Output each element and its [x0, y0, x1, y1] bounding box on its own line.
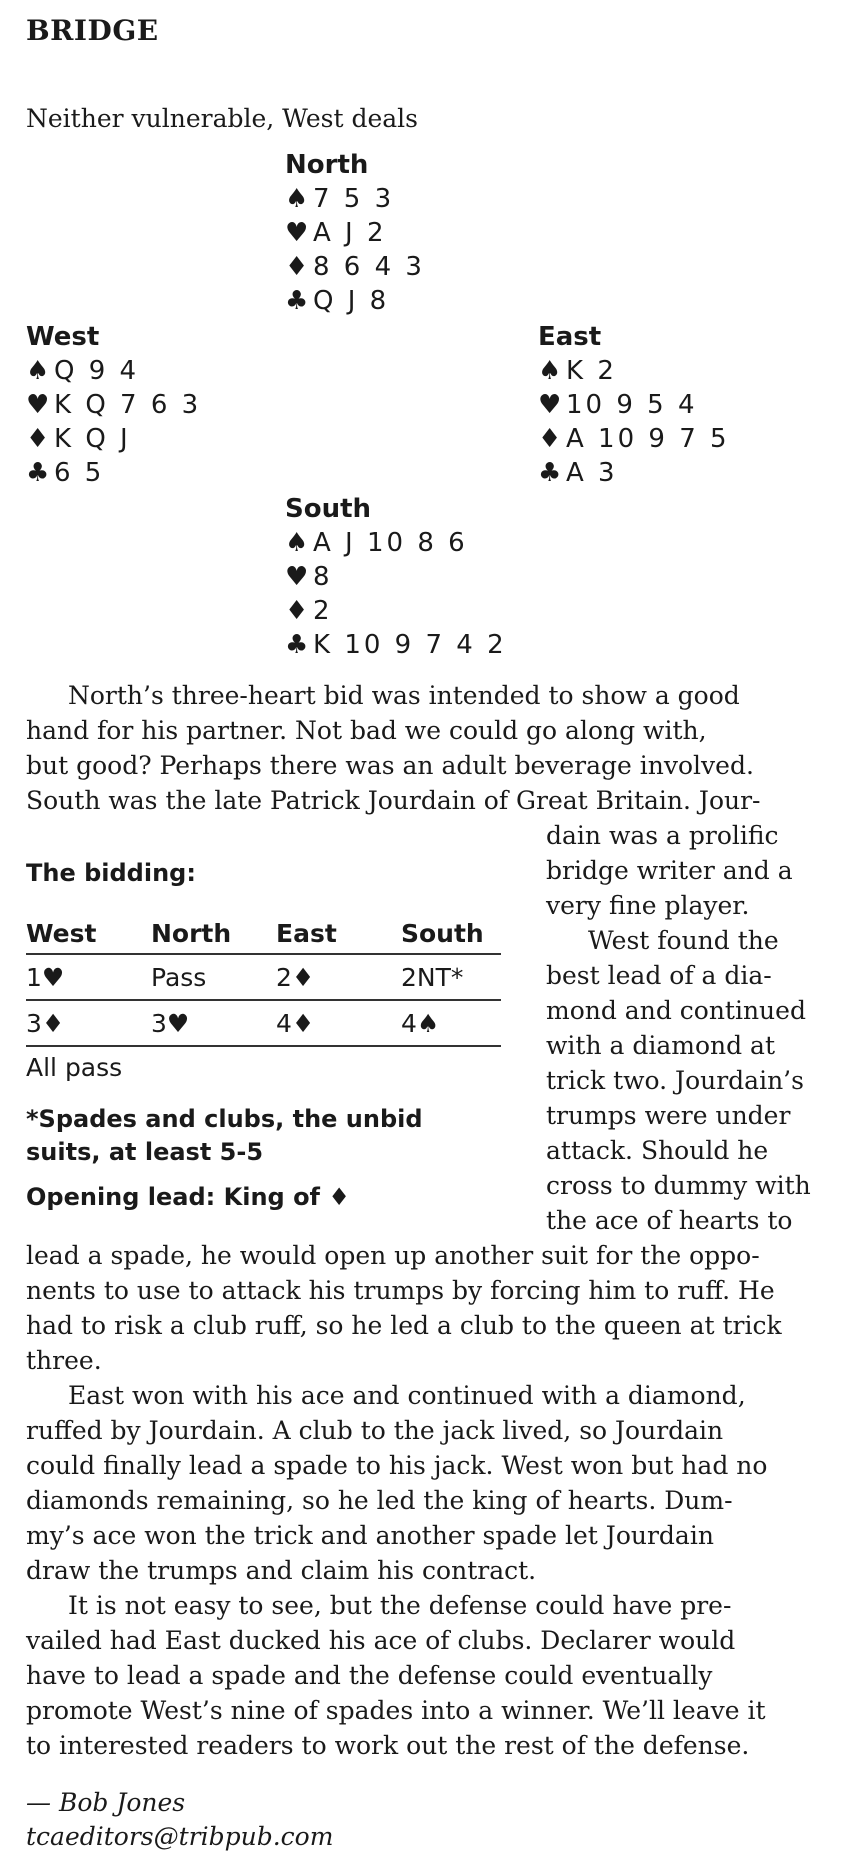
- bidding-note: *Spades and clubs, the unbid suits, at least 5-5: [26, 1105, 423, 1166]
- card-list: 10 9 5 4: [566, 390, 698, 420]
- article-paragraph-3: [26, 1378, 856, 1588]
- text-line: East won with his ace and continued with a diamond,: [68, 1381, 746, 1410]
- text-line: dain was a prolific: [546, 821, 779, 850]
- article-paragraph-1: [26, 678, 846, 818]
- hand-name: North: [285, 150, 369, 180]
- card-list: 7 5 3: [313, 184, 395, 214]
- card-list: Q 9 4: [54, 356, 140, 386]
- diamond-icon: ♦: [26, 424, 50, 454]
- hand-name: East: [538, 322, 602, 352]
- page-title: BRIDGE: [26, 14, 159, 47]
- text-line: to interested readers to work out the rest of the defense.: [26, 1731, 750, 1760]
- text-line: West found the: [588, 926, 779, 955]
- text-line: had to risk a club ruff, so he led a club to the queen at trick: [26, 1311, 782, 1340]
- column-header: North: [151, 913, 276, 954]
- text-line: trick two. Jourdain’s: [546, 1066, 804, 1095]
- text-line: trumps were under: [546, 1101, 791, 1130]
- text-line: lead a spade, he would open up another suit for the oppo-: [26, 1241, 760, 1270]
- text-line: hand for his partner. Not bad we could go along with,: [26, 716, 707, 745]
- hand-clubs: [285, 284, 425, 318]
- spade-icon: ♠: [285, 184, 309, 214]
- text-line: draw the trumps and claim his contract.: [26, 1556, 537, 1585]
- text-line: attack. Should he: [546, 1136, 769, 1165]
- article-column: [546, 818, 846, 1238]
- hand-name: West: [26, 322, 100, 352]
- hand-spades: [26, 354, 201, 388]
- bid-cell: 3♥: [151, 1000, 276, 1046]
- hand-hearts: [285, 560, 507, 594]
- bidding-row: [26, 1000, 501, 1046]
- text-line: vailed had East ducked his ace of clubs. Declarer would: [26, 1626, 736, 1655]
- text-line: mond and continued: [546, 996, 806, 1025]
- hand-north: [285, 148, 425, 318]
- diamond-icon: ♦: [285, 252, 309, 282]
- article-paragraph-4: [26, 1588, 856, 1763]
- text-line: cross to dummy with: [546, 1171, 811, 1200]
- card-list: K Q 7 6 3: [54, 390, 202, 420]
- text-line: my’s ace won the trick and another spade let Jourdain: [26, 1521, 714, 1550]
- bidding-table: [26, 913, 501, 1047]
- hand-diamonds: [538, 422, 730, 456]
- club-icon: ♣: [285, 630, 309, 660]
- author-byline: — Bob Jones: [26, 1788, 186, 1817]
- card-list: 8: [313, 562, 333, 592]
- card-list: A J 2: [313, 218, 387, 248]
- hand-clubs: [538, 456, 730, 490]
- hand-hearts: [285, 216, 425, 250]
- hand-spades: [285, 182, 425, 216]
- text-line: very fine player.: [546, 891, 750, 920]
- bid-cell: 2NT*: [401, 954, 501, 1000]
- text-line: the ace of hearts to: [546, 1206, 793, 1235]
- hand-name: South: [285, 494, 372, 524]
- spade-icon: ♠: [26, 356, 50, 386]
- card-list: 6 5: [54, 458, 105, 488]
- spade-icon: ♠: [538, 356, 562, 386]
- card-list: A 3: [566, 458, 618, 488]
- opening-lead: Opening lead: King of ♦: [26, 1183, 350, 1211]
- diamond-icon: ♦: [285, 596, 309, 626]
- text-line: but good? Perhaps there was an adult beverage involved.: [26, 751, 754, 780]
- hand-hearts: [538, 388, 730, 422]
- bid-cell: 4♦: [276, 1000, 401, 1046]
- club-icon: ♣: [285, 286, 309, 316]
- text-line: nents to use to attack his trumps by forcing him to ruff. He: [26, 1276, 775, 1305]
- hand-south: [285, 492, 507, 662]
- bidding-header-row: [26, 913, 501, 954]
- card-list: 2: [313, 596, 333, 626]
- hand-diamonds: [26, 422, 201, 456]
- card-list: K 2: [566, 356, 617, 386]
- author-email[interactable]: tcaeditors@tribpub.com: [26, 1822, 334, 1851]
- article-paragraph-2: [26, 1238, 856, 1378]
- card-list: 8 6 4 3: [313, 252, 425, 282]
- heart-icon: ♥: [26, 390, 50, 420]
- text-line: promote West’s nine of spades into a winner. We’ll leave it: [26, 1696, 766, 1725]
- card-list: K Q J: [54, 424, 131, 454]
- hand-spades: [285, 526, 507, 560]
- heart-icon: ♥: [285, 218, 309, 248]
- text-line: It is not easy to see, but the defense could have pre-: [68, 1591, 732, 1620]
- column-header: East: [276, 913, 401, 954]
- text-line: diamonds remaining, so he led the king of hearts. Dum-: [26, 1486, 733, 1515]
- bid-cell: Pass: [151, 954, 276, 1000]
- club-icon: ♣: [26, 458, 50, 488]
- card-list: A 10 9 7 5: [566, 424, 730, 454]
- text-line: ruffed by Jourdain. A club to the jack lived, so Jourdain: [26, 1416, 724, 1445]
- column-header: South: [401, 913, 501, 954]
- hand-clubs: [26, 456, 201, 490]
- hand-spades: [538, 354, 730, 388]
- text-line: could finally lead a spade to his jack. West won but had no: [26, 1451, 768, 1480]
- spade-icon: ♠: [285, 528, 309, 558]
- bid-cell: 3♦: [26, 1000, 151, 1046]
- text-line: best lead of a dia-: [546, 961, 772, 990]
- all-pass-text: All pass: [26, 1053, 123, 1082]
- heart-icon: ♥: [285, 562, 309, 592]
- hand-hearts: [26, 388, 201, 422]
- column-header: West: [26, 913, 151, 954]
- bid-cell: 4♠: [401, 1000, 501, 1046]
- bidding-box: [26, 853, 501, 1214]
- text-line: bridge writer and a: [546, 856, 793, 885]
- text-line: have to lead a spade and the defense could eventually: [26, 1661, 713, 1690]
- hand-diamonds: [285, 594, 507, 628]
- text-line: North’s three-heart bid was intended to show a good: [68, 681, 740, 710]
- bidding-row: [26, 954, 501, 1000]
- hand-clubs: [285, 628, 507, 662]
- bid-cell: 2♦: [276, 954, 401, 1000]
- text-line: three.: [26, 1346, 102, 1375]
- card-list: Q J 8: [313, 286, 390, 316]
- card-list: K 10 9 7 4 2: [313, 630, 507, 660]
- hand-west: [26, 320, 201, 490]
- club-icon: ♣: [538, 458, 562, 488]
- deal-info: Neither vulnerable, West deals: [26, 104, 418, 133]
- text-line: with a diamond at: [546, 1031, 776, 1060]
- card-list: A J 10 8 6: [313, 528, 468, 558]
- diamond-icon: ♦: [538, 424, 562, 454]
- bid-cell: 1♥: [26, 954, 151, 1000]
- hand-diamonds: [285, 250, 425, 284]
- heart-icon: ♥: [538, 390, 562, 420]
- bidding-title: The bidding:: [26, 859, 196, 887]
- hand-east: [538, 320, 730, 490]
- text-line: South was the late Patrick Jourdain of Great Britain. Jour-: [26, 786, 761, 815]
